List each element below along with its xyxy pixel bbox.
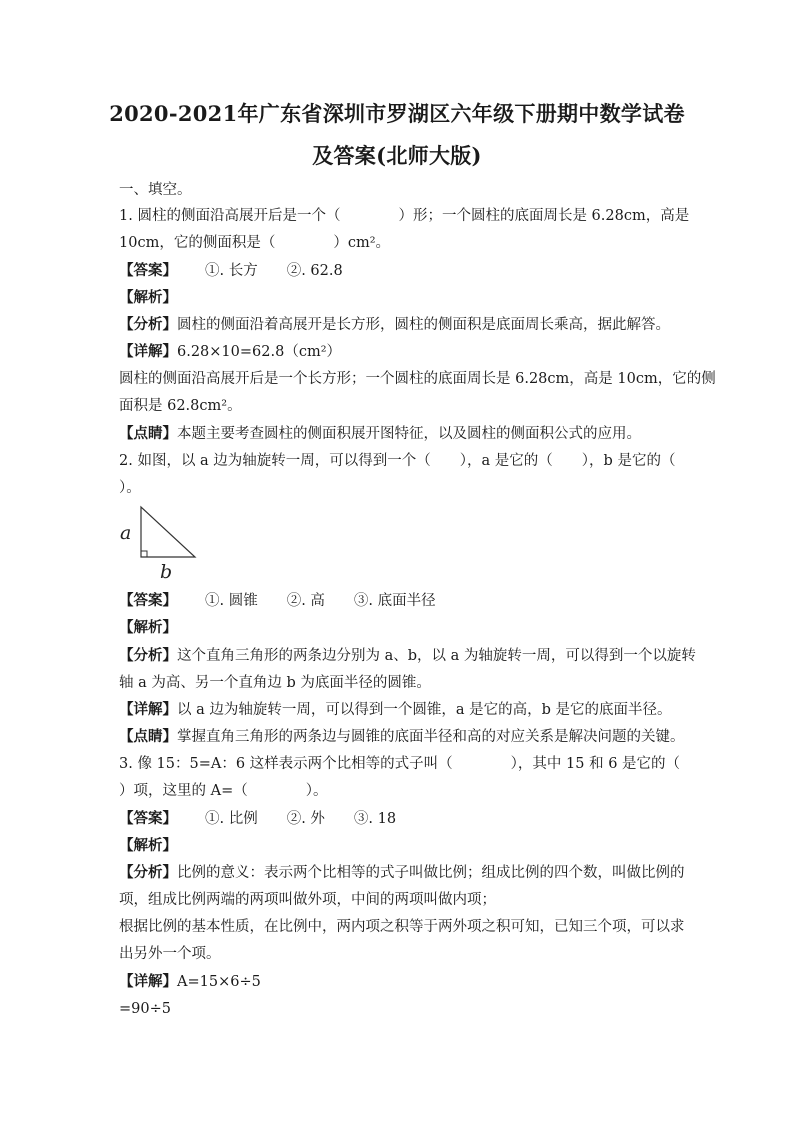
xiangjie-tag: 【详解】: [119, 701, 177, 718]
answer-text: ①. 长方 ②. 62.8: [205, 263, 343, 279]
fenxi-text: 比例的意义：表示两个比相等的式子叫做比例；组成比例的四个数，叫做比例的: [177, 865, 685, 881]
fenxi-text: 圆柱的侧面沿着高展开是长方形，圆柱的侧面积是底面周长乘高，据此解答。: [177, 317, 670, 333]
answer-tag: 【答案】: [119, 262, 177, 279]
fenxi-tag: 【分析】: [119, 647, 177, 664]
q1-jiexi: 【解析】: [119, 289, 177, 306]
q1-fenxi: [119, 316, 670, 334]
q1-detail1: 圆柱的侧面沿高展开后是一个长方形；一个圆柱的底面周长是 6.28cm，高是 10cm，它的侧: [119, 371, 716, 387]
answer-tag: 【答案】: [119, 592, 177, 609]
q1-detail2: 面积是 62.8cm²。: [119, 398, 242, 414]
q1-answer: [119, 262, 343, 280]
fenxi-tag: 【分析】: [119, 864, 177, 881]
dianjing-tag: 【点睛】: [119, 425, 177, 442]
xiangjie-text: 6.28×10=62.8（cm²）: [177, 344, 342, 360]
section-heading: 一、填空。: [119, 182, 192, 198]
q3-fenxi1: [119, 864, 685, 882]
q2-fenxi2: 轴 a 为高、另一个直角边 b 为底面半径的圆锥。: [119, 675, 431, 691]
q1-line1: 1. 圆柱的侧面沿高展开后是一个（ ）形；一个圆柱的底面周长是 6.28cm，高是: [119, 208, 690, 224]
dianjing-text: 掌握直角三角形的两条边与圆锥的底面半径和高的对应关系是解决问题的关键。: [177, 729, 685, 745]
answer-text: ①. 圆锥 ②. 高 ③. 底面半径: [205, 593, 436, 609]
triangle-shape: [141, 507, 195, 557]
q3-line1: 3. 像 15：5=A：6 这样表示两个比相等的式子叫（ ），其中 15 和 6 是它的（: [119, 756, 681, 772]
q3-fenxi3: 根据比例的基本性质，在比例中，两内项之积等于两外项之积可知，已知三个项，可以求: [119, 919, 685, 935]
answer-text: ①. 比例 ②. 外 ③. 18: [205, 811, 397, 827]
q1-xiangjie: [119, 343, 341, 361]
q3-answer: [119, 810, 396, 828]
xiangjie-text: 以 a 边为轴旋转一周，可以得到一个圆锥，a 是它的高，b 是它的底面半径。: [177, 702, 672, 718]
side-a-label: a: [120, 522, 132, 544]
document-title-line1: 2020-2021年广东省深圳市罗湖区六年级下册期中数学试卷: [109, 101, 685, 126]
q2-fenxi1: [119, 647, 696, 665]
q2-line1: 2. 如图，以 a 边为轴旋转一周，可以得到一个（ ），a 是它的（ ），b 是它的（: [119, 453, 676, 469]
fenxi-tag: 【分析】: [119, 316, 177, 333]
q3-xiangjie: [119, 973, 261, 991]
right-angle-marker: [141, 551, 147, 557]
q3-fenxi4: 出另外一个项。: [119, 946, 221, 962]
q3-line2: ）项，这里的 A=（ ）。: [119, 783, 328, 799]
q2-xiangjie: [119, 701, 672, 719]
q1-line2: 10cm，它的侧面积是（ ）cm²。: [119, 235, 391, 251]
right-triangle-figure: [114, 505, 204, 585]
side-b-label: b: [160, 561, 173, 583]
q3-step2: =90÷5: [119, 1001, 171, 1017]
q1-dianjing: [119, 425, 641, 443]
q2-answer: [119, 592, 436, 610]
q2-jiexi: 【解析】: [119, 619, 177, 636]
dianjing-tag: 【点睛】: [119, 728, 177, 745]
q2-line2: ）。: [119, 480, 141, 496]
q2-dianjing: [119, 728, 685, 746]
xiangjie-tag: 【详解】: [119, 343, 177, 360]
answer-tag: 【答案】: [119, 810, 177, 827]
q3-jiexi: 【解析】: [119, 837, 177, 854]
xiangjie-text: A=15×6÷5: [177, 974, 261, 990]
document-title-line2: 及答案(北师大版): [312, 143, 482, 168]
xiangjie-tag: 【详解】: [119, 973, 177, 990]
q3-fenxi2: 项，组成比例两端的两项叫做外项，中间的两项叫做内项；: [119, 892, 496, 908]
dianjing-text: 本题主要考查圆柱的侧面积展开图特征，以及圆柱的侧面积公式的应用。: [177, 426, 641, 442]
fenxi-text: 这个直角三角形的两条边分别为 a、b，以 a 为轴旋转一周，可以得到一个以旋转: [177, 648, 696, 664]
